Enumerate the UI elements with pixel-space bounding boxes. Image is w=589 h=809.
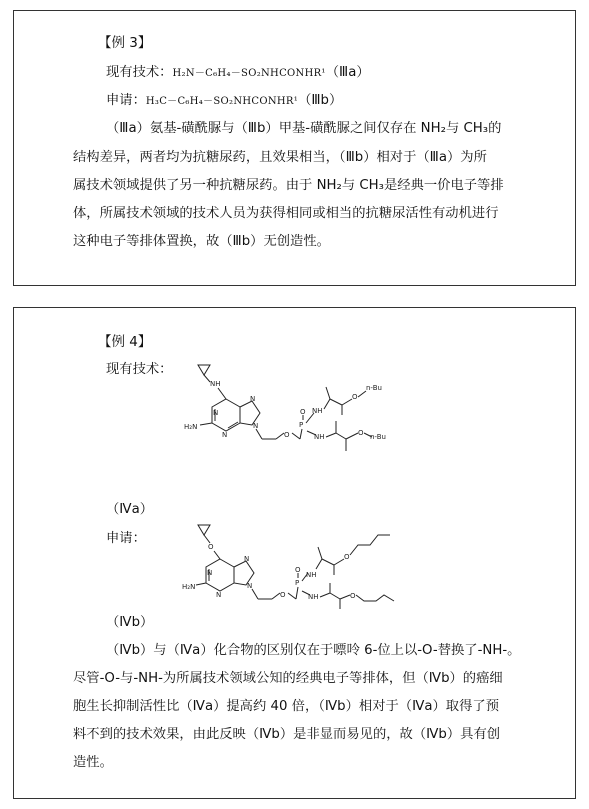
n-butyl-label: n-Bu (366, 384, 382, 392)
n-label: N (207, 569, 213, 577)
p-label: P (299, 421, 304, 429)
example-4-prior-art-label: 现有技术： (106, 362, 173, 377)
example-3-prior-art-line (106, 65, 370, 82)
paragraph-line: 体，所属技术领域的技术人员为获得相同或相当的抗糖尿活性有动机进行 (73, 206, 499, 221)
structure-ivb-image (180, 505, 420, 615)
n-label: N (253, 422, 259, 430)
nh-label: NH (314, 433, 325, 441)
amine-label: H₂N (182, 583, 196, 591)
paragraph-line: 料不到的技术效果，由此反映（Ⅳb）是非显而易见的，故（Ⅳb）具有创 (73, 727, 501, 742)
application-label: 申请： (106, 93, 146, 108)
n-butyl-label: n-Bu (370, 433, 386, 441)
paragraph-line: 造性。 (73, 755, 113, 770)
n-label: N (222, 431, 228, 439)
compound-label: （Ⅲa） (325, 65, 370, 80)
compound-ivb-label: （Ⅳb） (106, 615, 154, 630)
o-label: O (280, 591, 286, 599)
example-4-heading: 【例 4】 (98, 334, 152, 350)
example-3-heading: 【例 3】 (98, 35, 152, 51)
paragraph-line: 结构差异，两者均为抗糖尿药，且效果相当，（Ⅲb）相对于（Ⅲa）为所 (73, 150, 487, 165)
example-4-application-label: 申请： (106, 531, 146, 546)
n-label: N (250, 395, 256, 403)
o-label: O (352, 393, 358, 401)
structure-iva-image (180, 357, 420, 462)
prior-art-formula: H₂N－C₆H₄－SO₂NHCONHR¹ (172, 68, 326, 79)
nh-label: NH (312, 407, 323, 415)
o-label: O (350, 592, 356, 600)
o-label: O (208, 543, 214, 551)
application-formula: H₃C－C₆H₄－SO₂NHCONHR¹ (145, 96, 299, 107)
o-label: O (300, 408, 306, 416)
o-label: O (295, 566, 301, 574)
paragraph-line: （Ⅲa）氨基-磺酰脲与（Ⅲb）甲基-磺酰脲之间仅存在 NH₂与 CH₃的 (106, 121, 502, 136)
paragraph-line: 胞生长抑制活性比（Ⅳa）提高约 40 倍，（Ⅳb）相对于（Ⅳa）取得了预 (73, 699, 499, 714)
nh-label: NH (210, 380, 221, 388)
o-label: O (344, 553, 350, 561)
nh-label: NH (308, 593, 319, 601)
compound-label: （Ⅲb） (298, 93, 343, 108)
n-label: N (213, 409, 219, 417)
paragraph-line: 尽管-O-与-NH-为所属技术领域公知的经典电子等排体，但（Ⅳb）的癌细 (73, 671, 503, 686)
n-label: N (244, 555, 250, 563)
p-label: P (295, 579, 300, 587)
paragraph-line: （Ⅳb）与（Ⅳa）化合物的区别仅在于嘌呤 6-位上以-O-替换了-NH-。 (106, 643, 521, 658)
example-3-application-line (106, 93, 342, 110)
paragraph-line: 属技术领域提供了另一种抗糖尿药。由于 NH₂与 CH₃是经典一价电子等排 (73, 178, 504, 193)
nh-label: NH (306, 571, 317, 579)
o-label: O (358, 429, 364, 437)
paragraph-line: 这种电子等排体置换，故（Ⅲb）无创造性。 (73, 234, 330, 249)
compound-iva-label: （Ⅳa） (106, 502, 154, 517)
prior-art-label: 现有技术： (106, 65, 173, 80)
n-label: N (247, 582, 253, 590)
n-label: N (216, 591, 222, 599)
o-label: O (284, 431, 290, 439)
amine-label: H₂N (184, 423, 198, 431)
